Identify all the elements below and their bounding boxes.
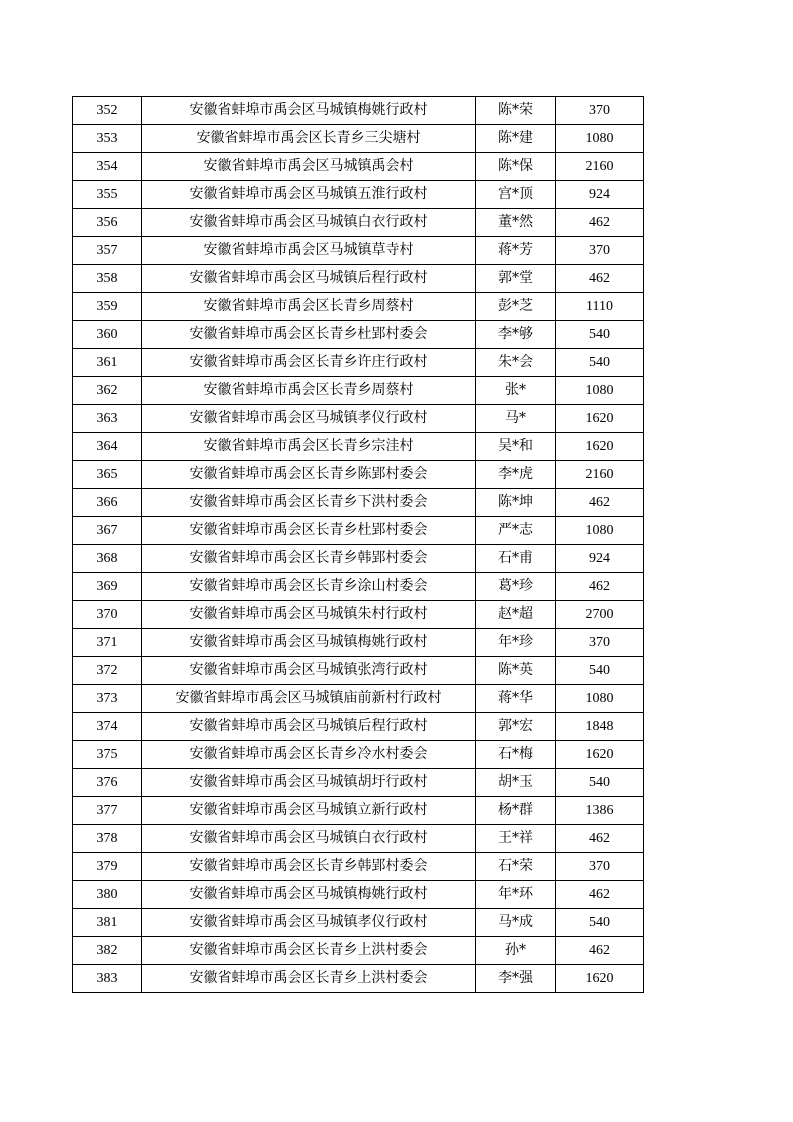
address-cell: 安徽省蚌埠市禹会区马城镇立新行政村 bbox=[142, 797, 476, 825]
row-number-cell: 358 bbox=[73, 265, 142, 293]
address-cell: 安徽省蚌埠市禹会区马城镇草寺村 bbox=[142, 237, 476, 265]
amount-cell: 462 bbox=[556, 265, 644, 293]
table-row bbox=[73, 405, 644, 433]
row-number-cell: 381 bbox=[73, 909, 142, 937]
address-cell: 安徽省蚌埠市禹会区马城镇五淮行政村 bbox=[142, 181, 476, 209]
row-number-cell: 354 bbox=[73, 153, 142, 181]
amount-cell: 370 bbox=[556, 237, 644, 265]
amount-cell: 462 bbox=[556, 209, 644, 237]
row-number-cell: 379 bbox=[73, 853, 142, 881]
row-number-cell: 362 bbox=[73, 377, 142, 405]
row-number-cell: 353 bbox=[73, 125, 142, 153]
person-name-cell: 宫*顶 bbox=[476, 181, 556, 209]
amount-cell: 462 bbox=[556, 937, 644, 965]
address-cell: 安徽省蚌埠市禹会区马城镇梅姚行政村 bbox=[142, 97, 476, 125]
address-cell: 安徽省蚌埠市禹会区长青乡陈郢村委会 bbox=[142, 461, 476, 489]
person-name-cell: 董*然 bbox=[476, 209, 556, 237]
address-cell: 安徽省蚌埠市禹会区长青乡韩郢村委会 bbox=[142, 545, 476, 573]
address-cell: 安徽省蚌埠市禹会区长青乡周蔡村 bbox=[142, 293, 476, 321]
row-number-cell: 383 bbox=[73, 965, 142, 993]
address-cell: 安徽省蚌埠市禹会区长青乡许庄行政村 bbox=[142, 349, 476, 377]
table-row bbox=[73, 573, 644, 601]
address-cell: 安徽省蚌埠市禹会区马城镇孝仪行政村 bbox=[142, 909, 476, 937]
address-cell: 安徽省蚌埠市禹会区马城镇庙前新村行政村 bbox=[142, 685, 476, 713]
person-name-cell: 葛*珍 bbox=[476, 573, 556, 601]
amount-cell: 1620 bbox=[556, 965, 644, 993]
table-row bbox=[73, 741, 644, 769]
address-cell: 安徽省蚌埠市禹会区马城镇后程行政村 bbox=[142, 713, 476, 741]
row-number-cell: 367 bbox=[73, 517, 142, 545]
table-row bbox=[73, 769, 644, 797]
person-name-cell: 严*志 bbox=[476, 517, 556, 545]
row-number-cell: 352 bbox=[73, 97, 142, 125]
amount-cell: 540 bbox=[556, 349, 644, 377]
address-cell: 安徽省蚌埠市禹会区长青乡上洪村委会 bbox=[142, 965, 476, 993]
row-number-cell: 372 bbox=[73, 657, 142, 685]
person-name-cell: 陈*英 bbox=[476, 657, 556, 685]
person-name-cell: 马*成 bbox=[476, 909, 556, 937]
person-name-cell: 朱*会 bbox=[476, 349, 556, 377]
amount-cell: 924 bbox=[556, 181, 644, 209]
address-cell: 安徽省蚌埠市禹会区长青乡韩郢村委会 bbox=[142, 853, 476, 881]
row-number-cell: 359 bbox=[73, 293, 142, 321]
table-row bbox=[73, 601, 644, 629]
address-cell: 安徽省蚌埠市禹会区长青乡冷水村委会 bbox=[142, 741, 476, 769]
row-number-cell: 373 bbox=[73, 685, 142, 713]
table-row bbox=[73, 881, 644, 909]
table-row bbox=[73, 545, 644, 573]
table-row bbox=[73, 685, 644, 713]
row-number-cell: 365 bbox=[73, 461, 142, 489]
person-name-cell: 陈*坤 bbox=[476, 489, 556, 517]
table-row bbox=[73, 629, 644, 657]
person-name-cell: 孙* bbox=[476, 937, 556, 965]
table-row bbox=[73, 293, 644, 321]
person-name-cell: 蒋*芳 bbox=[476, 237, 556, 265]
person-name-cell: 胡*玉 bbox=[476, 769, 556, 797]
address-cell: 安徽省蚌埠市禹会区马城镇梅姚行政村 bbox=[142, 629, 476, 657]
amount-cell: 1386 bbox=[556, 797, 644, 825]
amount-cell: 1620 bbox=[556, 741, 644, 769]
amount-cell: 462 bbox=[556, 489, 644, 517]
roster-table-body bbox=[73, 97, 644, 993]
table-row bbox=[73, 965, 644, 993]
address-cell: 安徽省蚌埠市禹会区马城镇白衣行政村 bbox=[142, 209, 476, 237]
person-name-cell: 张* bbox=[476, 377, 556, 405]
amount-cell: 2160 bbox=[556, 153, 644, 181]
address-cell: 安徽省蚌埠市禹会区长青乡涂山村委会 bbox=[142, 573, 476, 601]
row-number-cell: 369 bbox=[73, 573, 142, 601]
amount-cell: 1620 bbox=[556, 405, 644, 433]
row-number-cell: 378 bbox=[73, 825, 142, 853]
person-name-cell: 陈*保 bbox=[476, 153, 556, 181]
table-row bbox=[73, 153, 644, 181]
amount-cell: 540 bbox=[556, 321, 644, 349]
table-row bbox=[73, 937, 644, 965]
address-cell: 安徽省蚌埠市禹会区马城镇白衣行政村 bbox=[142, 825, 476, 853]
table-row bbox=[73, 377, 644, 405]
amount-cell: 540 bbox=[556, 909, 644, 937]
table-row bbox=[73, 657, 644, 685]
person-name-cell: 郭*堂 bbox=[476, 265, 556, 293]
person-name-cell: 石*荣 bbox=[476, 853, 556, 881]
person-name-cell: 马* bbox=[476, 405, 556, 433]
row-number-cell: 376 bbox=[73, 769, 142, 797]
amount-cell: 462 bbox=[556, 573, 644, 601]
table-row bbox=[73, 489, 644, 517]
address-cell: 安徽省蚌埠市禹会区长青乡上洪村委会 bbox=[142, 937, 476, 965]
table-row bbox=[73, 349, 644, 377]
person-name-cell: 石*梅 bbox=[476, 741, 556, 769]
table-row bbox=[73, 853, 644, 881]
roster-table bbox=[72, 96, 644, 993]
row-number-cell: 360 bbox=[73, 321, 142, 349]
amount-cell: 370 bbox=[556, 97, 644, 125]
person-name-cell: 彭*芝 bbox=[476, 293, 556, 321]
person-name-cell: 李*够 bbox=[476, 321, 556, 349]
person-name-cell: 李*虎 bbox=[476, 461, 556, 489]
address-cell: 安徽省蚌埠市禹会区马城镇朱村行政村 bbox=[142, 601, 476, 629]
table-row bbox=[73, 181, 644, 209]
person-name-cell: 杨*群 bbox=[476, 797, 556, 825]
amount-cell: 370 bbox=[556, 853, 644, 881]
row-number-cell: 371 bbox=[73, 629, 142, 657]
table-row bbox=[73, 433, 644, 461]
amount-cell: 462 bbox=[556, 881, 644, 909]
person-name-cell: 蒋*华 bbox=[476, 685, 556, 713]
person-name-cell: 年*珍 bbox=[476, 629, 556, 657]
table-row bbox=[73, 797, 644, 825]
address-cell: 安徽省蚌埠市禹会区马城镇孝仪行政村 bbox=[142, 405, 476, 433]
row-number-cell: 370 bbox=[73, 601, 142, 629]
amount-cell: 1080 bbox=[556, 685, 644, 713]
row-number-cell: 374 bbox=[73, 713, 142, 741]
table-row bbox=[73, 321, 644, 349]
amount-cell: 1080 bbox=[556, 377, 644, 405]
table-row bbox=[73, 209, 644, 237]
row-number-cell: 366 bbox=[73, 489, 142, 517]
table-row bbox=[73, 909, 644, 937]
person-name-cell: 年*环 bbox=[476, 881, 556, 909]
person-name-cell: 石*甫 bbox=[476, 545, 556, 573]
amount-cell: 2700 bbox=[556, 601, 644, 629]
row-number-cell: 380 bbox=[73, 881, 142, 909]
address-cell: 安徽省蚌埠市禹会区马城镇梅姚行政村 bbox=[142, 881, 476, 909]
table-row bbox=[73, 825, 644, 853]
amount-cell: 370 bbox=[556, 629, 644, 657]
address-cell: 安徽省蚌埠市禹会区马城镇张湾行政村 bbox=[142, 657, 476, 685]
person-name-cell: 陈*建 bbox=[476, 125, 556, 153]
person-name-cell: 郭*宏 bbox=[476, 713, 556, 741]
table-row bbox=[73, 125, 644, 153]
table-row bbox=[73, 265, 644, 293]
amount-cell: 1080 bbox=[556, 517, 644, 545]
amount-cell: 462 bbox=[556, 825, 644, 853]
person-name-cell: 王*祥 bbox=[476, 825, 556, 853]
table-row bbox=[73, 237, 644, 265]
amount-cell: 540 bbox=[556, 657, 644, 685]
table-row bbox=[73, 713, 644, 741]
row-number-cell: 363 bbox=[73, 405, 142, 433]
amount-cell: 1848 bbox=[556, 713, 644, 741]
amount-cell: 2160 bbox=[556, 461, 644, 489]
address-cell: 安徽省蚌埠市禹会区长青乡下洪村委会 bbox=[142, 489, 476, 517]
person-name-cell: 李*强 bbox=[476, 965, 556, 993]
person-name-cell: 陈*荣 bbox=[476, 97, 556, 125]
amount-cell: 924 bbox=[556, 545, 644, 573]
amount-cell: 1110 bbox=[556, 293, 644, 321]
table-row bbox=[73, 517, 644, 545]
amount-cell: 1620 bbox=[556, 433, 644, 461]
row-number-cell: 356 bbox=[73, 209, 142, 237]
amount-cell: 540 bbox=[556, 769, 644, 797]
address-cell: 安徽省蚌埠市禹会区长青乡宗洼村 bbox=[142, 433, 476, 461]
row-number-cell: 364 bbox=[73, 433, 142, 461]
table-row bbox=[73, 97, 644, 125]
amount-cell: 1080 bbox=[556, 125, 644, 153]
row-number-cell: 382 bbox=[73, 937, 142, 965]
person-name-cell: 吴*和 bbox=[476, 433, 556, 461]
address-cell: 安徽省蚌埠市禹会区长青乡周蔡村 bbox=[142, 377, 476, 405]
address-cell: 安徽省蚌埠市禹会区马城镇后程行政村 bbox=[142, 265, 476, 293]
person-name-cell: 赵*超 bbox=[476, 601, 556, 629]
address-cell: 安徽省蚌埠市禹会区马城镇胡圩行政村 bbox=[142, 769, 476, 797]
address-cell: 安徽省蚌埠市禹会区长青乡三尖塘村 bbox=[142, 125, 476, 153]
row-number-cell: 377 bbox=[73, 797, 142, 825]
document-page bbox=[72, 96, 641, 993]
address-cell: 安徽省蚌埠市禹会区长青乡杜郢村委会 bbox=[142, 321, 476, 349]
row-number-cell: 357 bbox=[73, 237, 142, 265]
row-number-cell: 361 bbox=[73, 349, 142, 377]
address-cell: 安徽省蚌埠市禹会区马城镇禹会村 bbox=[142, 153, 476, 181]
row-number-cell: 368 bbox=[73, 545, 142, 573]
row-number-cell: 355 bbox=[73, 181, 142, 209]
address-cell: 安徽省蚌埠市禹会区长青乡杜郢村委会 bbox=[142, 517, 476, 545]
row-number-cell: 375 bbox=[73, 741, 142, 769]
table-row bbox=[73, 461, 644, 489]
